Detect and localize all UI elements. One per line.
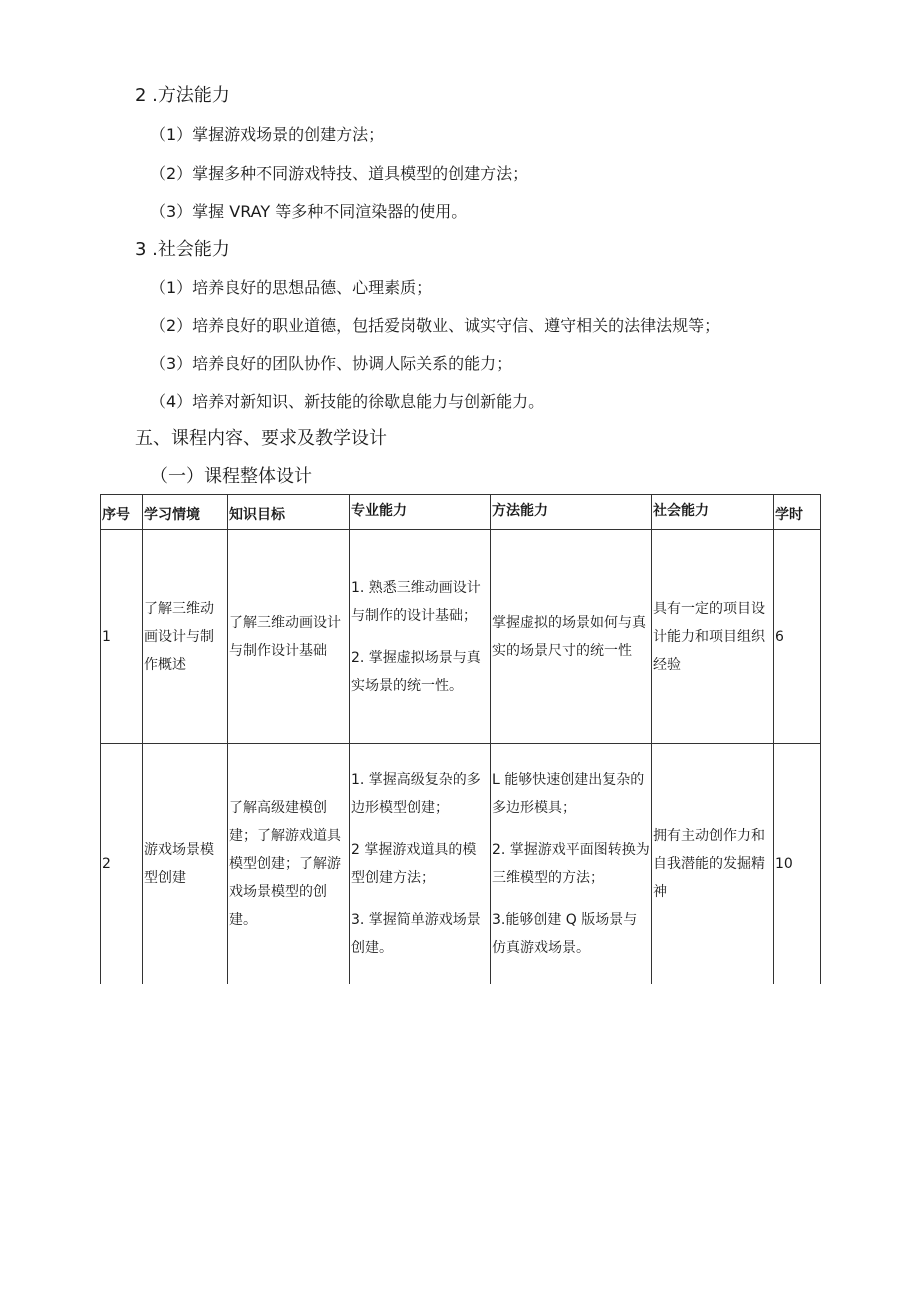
professional-item: 1. 熟悉三维动画设计与制作的设计基础； (351, 579, 481, 624)
cell-professional (350, 530, 491, 744)
cell-no: 1 (101, 530, 143, 744)
sub-title: （一）课程整体设计 (150, 466, 312, 487)
header-professional: 专业能力 (350, 495, 491, 530)
header-social: 社会能力 (652, 495, 774, 530)
course-design-table (100, 494, 821, 984)
cell-professional (350, 744, 491, 985)
header-hours: 学时 (774, 495, 821, 530)
header-situation: 学习情境 (143, 495, 228, 530)
chapter-title: 五、课程内容、要求及教学设计 (135, 428, 387, 449)
method-ability-title: 2 .方法能力 (135, 85, 230, 106)
method-item: 2. 掌握游戏平面图转换为三维模型的方法； (492, 842, 650, 886)
table-row (101, 744, 821, 985)
cell-hours: 6 (774, 530, 821, 744)
social-item-4: （4）培养对新知识、新技能的徐歇息能力与创新能力。 (150, 392, 545, 411)
cell-method (491, 744, 652, 985)
cell-social: 具有一定的项目设计能力和项目组织经验 (652, 530, 774, 744)
cell-situation: 了解三维动画设计与制作概述 (143, 530, 228, 744)
professional-item: 1. 掌握高级复杂的多边形模型创建； (351, 772, 481, 816)
social-item-2: （2）培养良好的职业道德，包括爱岗敬业、诚实守信、遵守相关的法律法规等； (150, 316, 721, 335)
cell-no: 2 (101, 744, 143, 985)
method-item-3: （3）掌握 VRAY 等多种不同渲染器的使用。 (150, 202, 468, 221)
method-item-2: （2）掌握多种不同游戏特技、道具模型的创建方法； (150, 164, 529, 183)
cell-knowledge: 了解三维动画设计与制作设计基础 (228, 530, 350, 744)
method-item-1: （1）掌握游戏场景的创建方法； (150, 125, 385, 144)
cell-situation: 游戏场景模型创建 (143, 744, 228, 985)
social-item-3: （3）培养良好的团队协作、协调人际关系的能力； (150, 354, 513, 373)
cell-hours: 10 (774, 744, 821, 985)
header-no: 序号 (101, 495, 143, 530)
cell-social: 拥有主动创作力和自我潜能的发掘精神 (652, 744, 774, 985)
method-item: 3.能够创建 Q 版场景与仿真游戏场景。 (492, 912, 638, 956)
professional-item: 2 掌握游戏道具的模型创建方法； (351, 842, 477, 886)
cell-knowledge: 了解高级建模创建；了解游戏道具模型创建；了解游戏场景模型的创建。 (228, 744, 350, 985)
method-item: 掌握虚拟的场景如何与真实的场景尺寸的统一性 (492, 614, 646, 659)
professional-item: 3. 掌握简单游戏场景创建。 (351, 912, 481, 956)
social-ability-title: 3 .社会能力 (135, 239, 230, 260)
table-header-row (101, 495, 821, 530)
social-item-1: （1）培养良好的思想品德、心理素质； (150, 278, 433, 297)
table-row (101, 530, 821, 744)
cell-method (491, 530, 652, 744)
header-knowledge: 知识目标 (228, 495, 350, 530)
header-method: 方法能力 (491, 495, 652, 530)
professional-item: 2. 掌握虚拟场景与真实场景的统一性。 (351, 649, 481, 694)
method-item: L 能够快速创建出复杂的多边形模具； (492, 772, 645, 816)
